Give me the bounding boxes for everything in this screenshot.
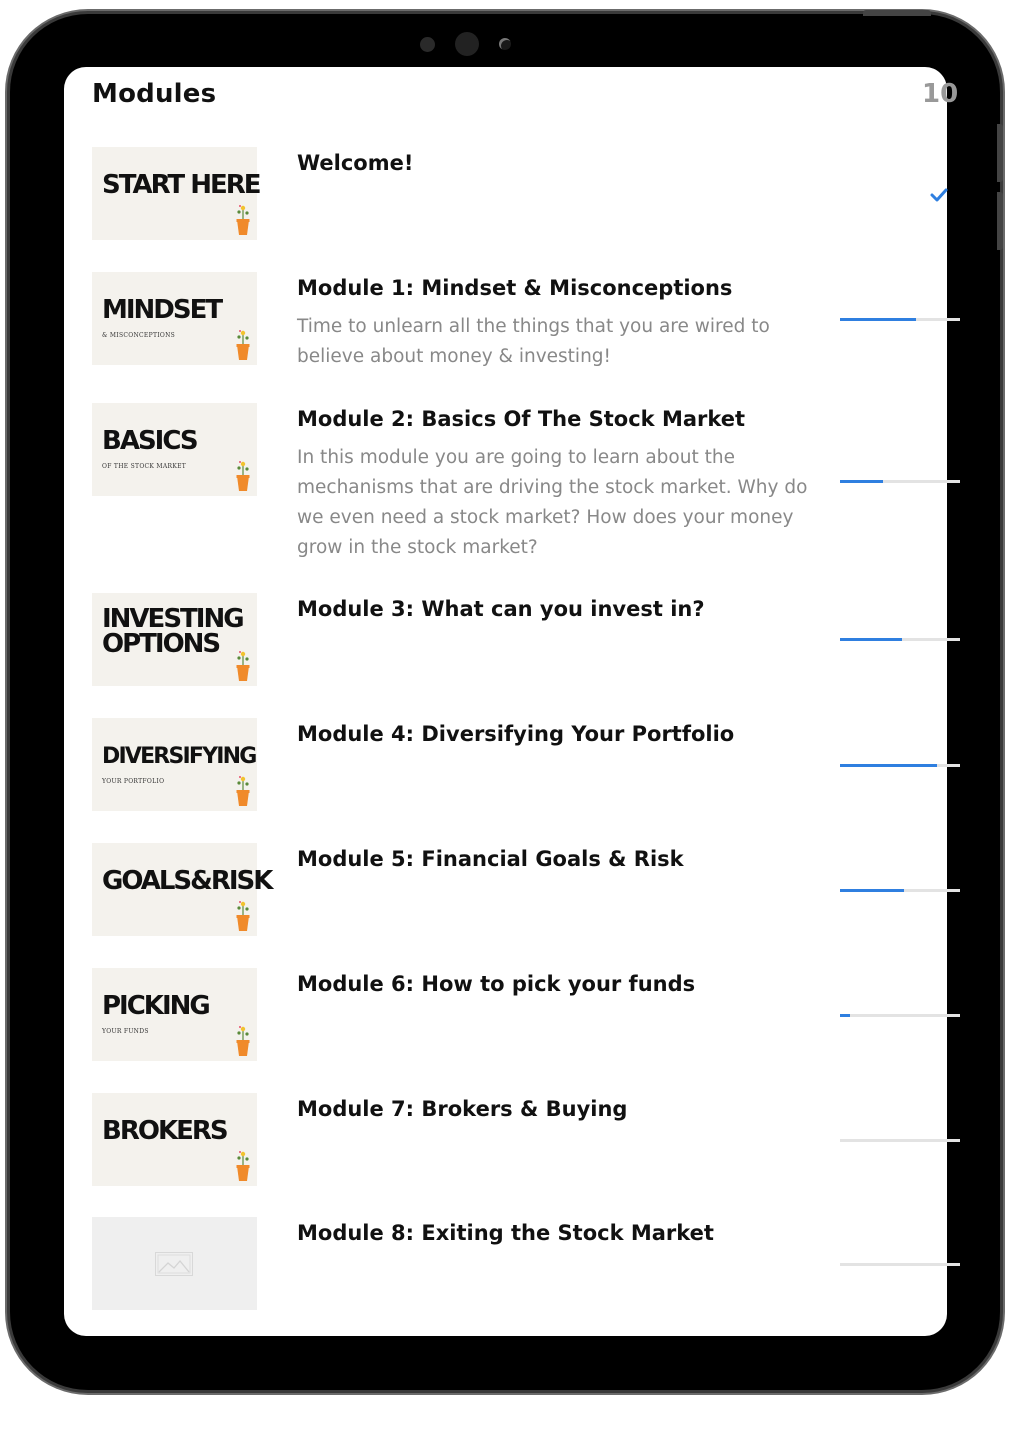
plant-pot-icon: [235, 1148, 251, 1182]
volume-down-button: [997, 192, 1003, 250]
module-thumbnail[interactable]: [92, 1093, 257, 1186]
progress-bar: [840, 318, 960, 321]
page-title: Modules: [92, 79, 217, 109]
thumbnail-title: INVESTING OPTIONS: [102, 604, 243, 659]
progress-bar: [840, 480, 960, 483]
module-title[interactable]: Module 5: Financial Goals & Risk: [297, 847, 684, 871]
image-placeholder-icon: [155, 1252, 193, 1276]
progress-bar: [840, 1014, 960, 1017]
plant-pot-icon: [235, 648, 251, 682]
thumbnail-title: GOALS&RISK: [102, 866, 272, 896]
progress-bar: [840, 1139, 960, 1142]
thumbnail-title: MINDSET: [102, 295, 222, 325]
module-count: 10: [922, 79, 959, 109]
module-title[interactable]: Module 1: Mindset & Misconceptions: [297, 276, 733, 300]
progress-bar: [840, 764, 960, 767]
progress-bar: [840, 638, 960, 641]
plant-pot-icon: [235, 1023, 251, 1057]
module-title[interactable]: Module 4: Diversifying Your Portfolio: [297, 722, 735, 746]
module-thumbnail[interactable]: [92, 1217, 257, 1310]
plant-pot-icon: [235, 327, 251, 361]
screen: [64, 67, 959, 1336]
module-description: Time to unlearn all the things that you are wired to believe about money & investing!: [297, 316, 770, 367]
module-title[interactable]: Welcome!: [297, 151, 414, 175]
module-thumbnail[interactable]: [92, 593, 257, 686]
module-title[interactable]: Module 8: Exiting the Stock Market: [297, 1221, 714, 1245]
module-title[interactable]: Module 6: How to pick your funds: [297, 972, 696, 996]
progress-bar: [840, 889, 960, 892]
module-thumbnail[interactable]: [92, 147, 260, 240]
thumbnail-subtitle: OF THE STOCK MARKET: [102, 463, 187, 470]
thumbnail-title: BASICS: [102, 426, 197, 456]
progress-fill: [840, 480, 883, 483]
module-description: In this module you are going to learn about the mechanisms that are driving the stock market. Why do we even need a stock market? How does your money grow in the stock market?: [297, 447, 808, 558]
sensor-dot: [420, 37, 435, 52]
progress-fill: [840, 764, 937, 767]
camera-lens: [499, 38, 511, 50]
plant-pot-icon: [235, 202, 251, 236]
thumbnail-title: BROKERS: [102, 1116, 227, 1146]
thumbnail-subtitle: & MISCONCEPTIONS: [102, 332, 176, 339]
progress-fill: [840, 638, 902, 641]
thumbnail-title: START HERE: [102, 170, 260, 200]
progress-fill: [840, 318, 916, 321]
module-thumbnail[interactable]: [92, 968, 257, 1061]
thumbnail-title: DIVERSIFYING: [102, 744, 256, 769]
front-camera: [455, 32, 479, 56]
module-title[interactable]: Module 3: What can you invest in?: [297, 597, 705, 621]
plant-pot-icon: [235, 898, 251, 932]
plant-pot-icon: [235, 773, 251, 807]
module-thumbnail[interactable]: [92, 403, 257, 496]
module-title[interactable]: Module 2: Basics Of The Stock Market: [297, 407, 746, 431]
plant-pot-icon: [235, 458, 251, 492]
power-button: [863, 10, 931, 16]
progress-bar: [840, 1263, 960, 1266]
checkmark-icon: [930, 187, 948, 201]
module-thumbnail[interactable]: [92, 272, 257, 365]
module-thumbnail[interactable]: [92, 718, 257, 811]
module-thumbnail[interactable]: [92, 843, 272, 936]
thumbnail-subtitle: YOUR PORTFOLIO: [102, 778, 165, 785]
volume-up-button: [997, 124, 1003, 182]
thumbnail-subtitle: YOUR FUNDS: [102, 1028, 149, 1035]
progress-fill: [840, 889, 904, 892]
thumbnail-title: PICKING: [102, 991, 209, 1021]
module-title[interactable]: Module 7: Brokers & Buying: [297, 1097, 628, 1121]
progress-fill: [840, 1014, 850, 1017]
